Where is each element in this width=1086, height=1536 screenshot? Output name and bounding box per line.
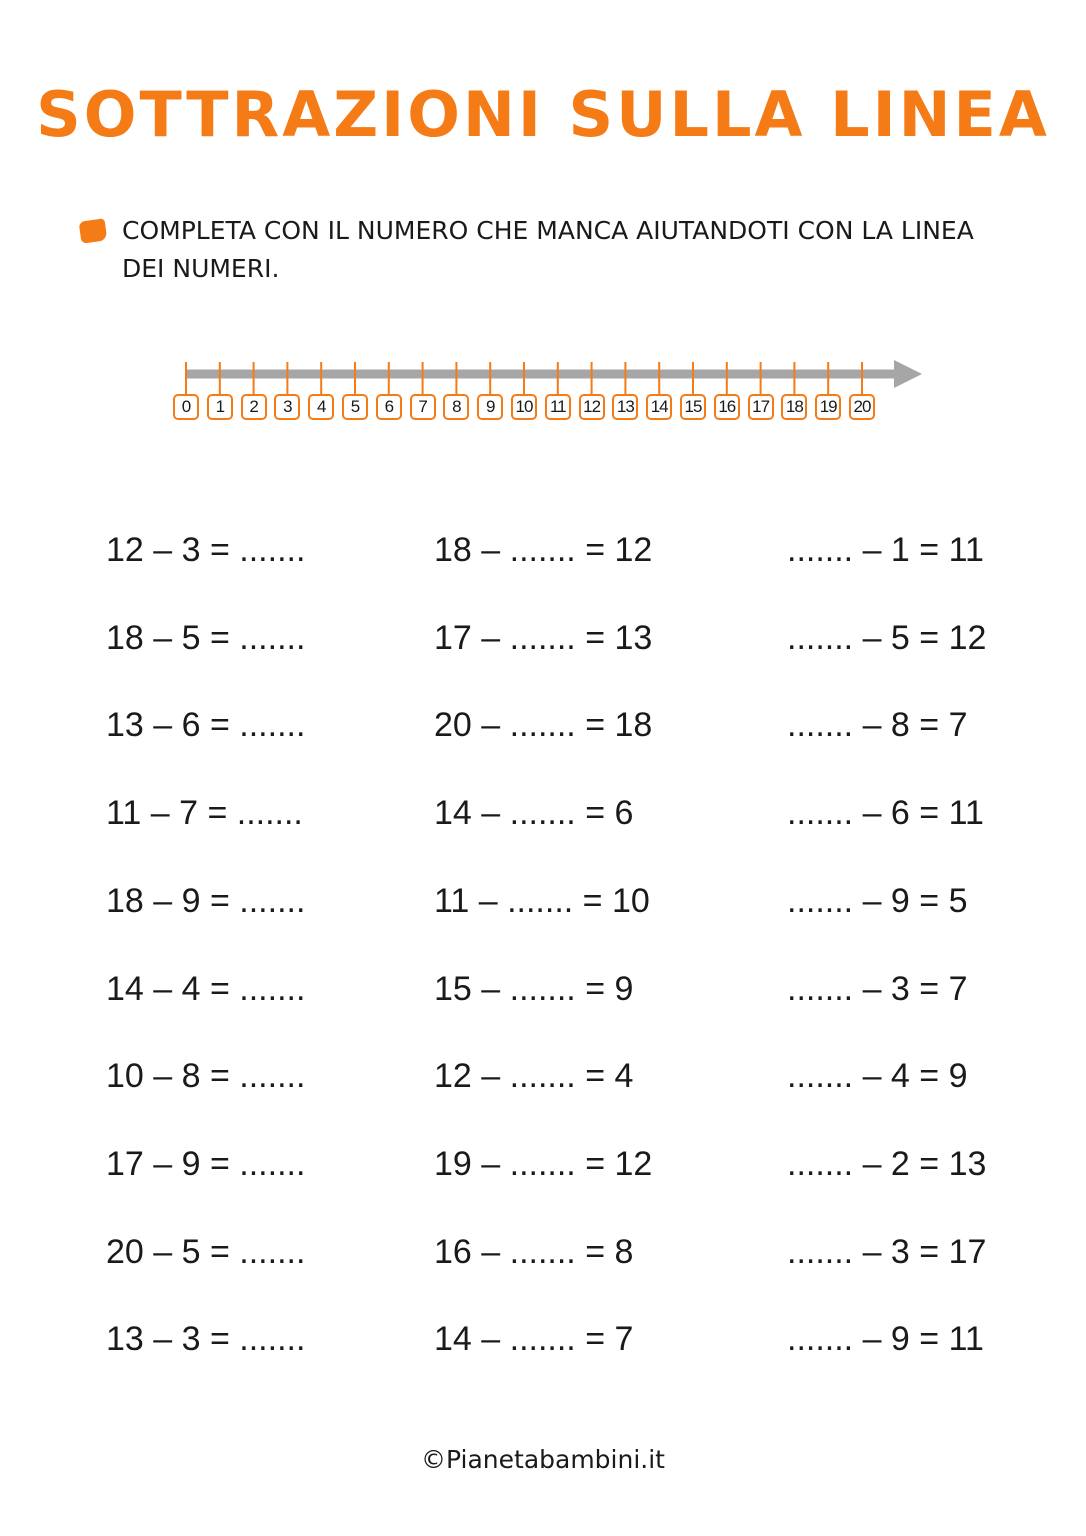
exercise-row (0, 959, 1086, 1019)
exercise-item: ....... – 9 = 5 (787, 881, 968, 920)
exercise-row (0, 1046, 1086, 1106)
exercise-row (0, 520, 1086, 580)
exercise-item: ....... – 5 = 12 (787, 618, 987, 657)
exercise-row (0, 1134, 1086, 1194)
number-line-label: 5 (342, 394, 368, 420)
exercise-item: ....... – 6 = 11 (787, 794, 984, 833)
exercise-item: 13 – 3 = ....... (106, 1320, 306, 1359)
exercise-row (0, 871, 1086, 931)
number-line-label: 11 (545, 394, 571, 420)
exercise-item: 14 – ....... = 6 (434, 794, 634, 833)
exercise-item: ....... – 4 = 9 (787, 1057, 968, 1096)
exercise-item: 10 – 8 = ....... (106, 1057, 306, 1096)
exercise-item: ....... – 1 = 11 (787, 531, 984, 569)
exercise-item: 12 – ....... = 4 (434, 1057, 634, 1096)
exercise-item: ....... – 2 = 13 (787, 1144, 987, 1183)
exercise-row (0, 1309, 1086, 1369)
exercise-item: 20 – 5 = ....... (106, 1232, 306, 1271)
number-line-label: 18 (781, 394, 807, 420)
exercise-item: 12 – 3 = ....... (106, 531, 306, 569)
number-line-label: 8 (443, 394, 469, 420)
number-line-label: 9 (477, 394, 503, 420)
exercise-item: 14 – 4 = ....... (106, 969, 306, 1008)
number-line-label: 10 (511, 394, 537, 420)
exercise-item: 18 – 9 = ....... (106, 881, 306, 920)
exercise-item: 18 – ....... = 12 (434, 531, 653, 569)
bullet-icon (79, 218, 108, 243)
number-line-label: 14 (646, 394, 672, 420)
exercise-item: 18 – 5 = ....... (106, 618, 306, 657)
footer-credit: ©Pianetabambini.it (421, 1445, 665, 1474)
exercise-item: 17 – ....... = 13 (434, 618, 653, 657)
number-line-label: 7 (410, 394, 436, 420)
number-line (170, 352, 930, 432)
exercise-item: 14 – ....... = 7 (434, 1320, 634, 1359)
number-line-arrow-icon (894, 360, 922, 388)
exercise-item: 20 – ....... = 18 (434, 706, 653, 745)
number-line-label: 12 (579, 394, 605, 420)
number-line-label: 1 (207, 394, 233, 420)
exercise-item: 19 – ....... = 12 (434, 1144, 653, 1183)
number-line-label: 3 (274, 394, 300, 420)
page-title: SOTTRAZIONI SULLA LINEA (36, 78, 1050, 151)
exercise-item: ....... – 8 = 7 (787, 706, 968, 745)
number-line-label: 6 (376, 394, 402, 420)
number-line-label: 0 (173, 394, 199, 420)
number-line-label: 17 (748, 394, 774, 420)
exercise-row (0, 608, 1086, 668)
exercise-item: 17 – 9 = ....... (106, 1144, 306, 1183)
number-line-label: 2 (241, 394, 267, 420)
exercise-item: ....... – 9 = 11 (787, 1320, 984, 1359)
number-line-label: 19 (815, 394, 841, 420)
exercise-item: 16 – ....... = 8 (434, 1232, 634, 1271)
number-line-label: 16 (714, 394, 740, 420)
number-line-graphic (170, 352, 930, 432)
exercise-row (0, 783, 1086, 843)
number-line-label: 4 (308, 394, 334, 420)
exercise-item: 11 – ....... = 10 (434, 881, 650, 920)
exercise-row (0, 695, 1086, 755)
instruction-text: COMPLETA CON IL NUMERO CHE MANCA AIUTANDOTI CON LA LINEA DEI NUMERI. (122, 216, 974, 283)
number-line-label: 15 (680, 394, 706, 420)
exercise-row (0, 1222, 1086, 1282)
number-line-ticks (186, 362, 862, 394)
exercise-item: 15 – ....... = 9 (434, 969, 634, 1008)
number-line-label: 13 (612, 394, 638, 420)
exercise-item: ....... – 3 = 7 (787, 969, 968, 1008)
number-line-label: 20 (849, 394, 875, 420)
exercise-item: 11 – 7 = ....... (106, 794, 303, 833)
exercise-item: ....... – 3 = 17 (787, 1232, 987, 1271)
exercise-item: 13 – 6 = ....... (106, 706, 306, 745)
